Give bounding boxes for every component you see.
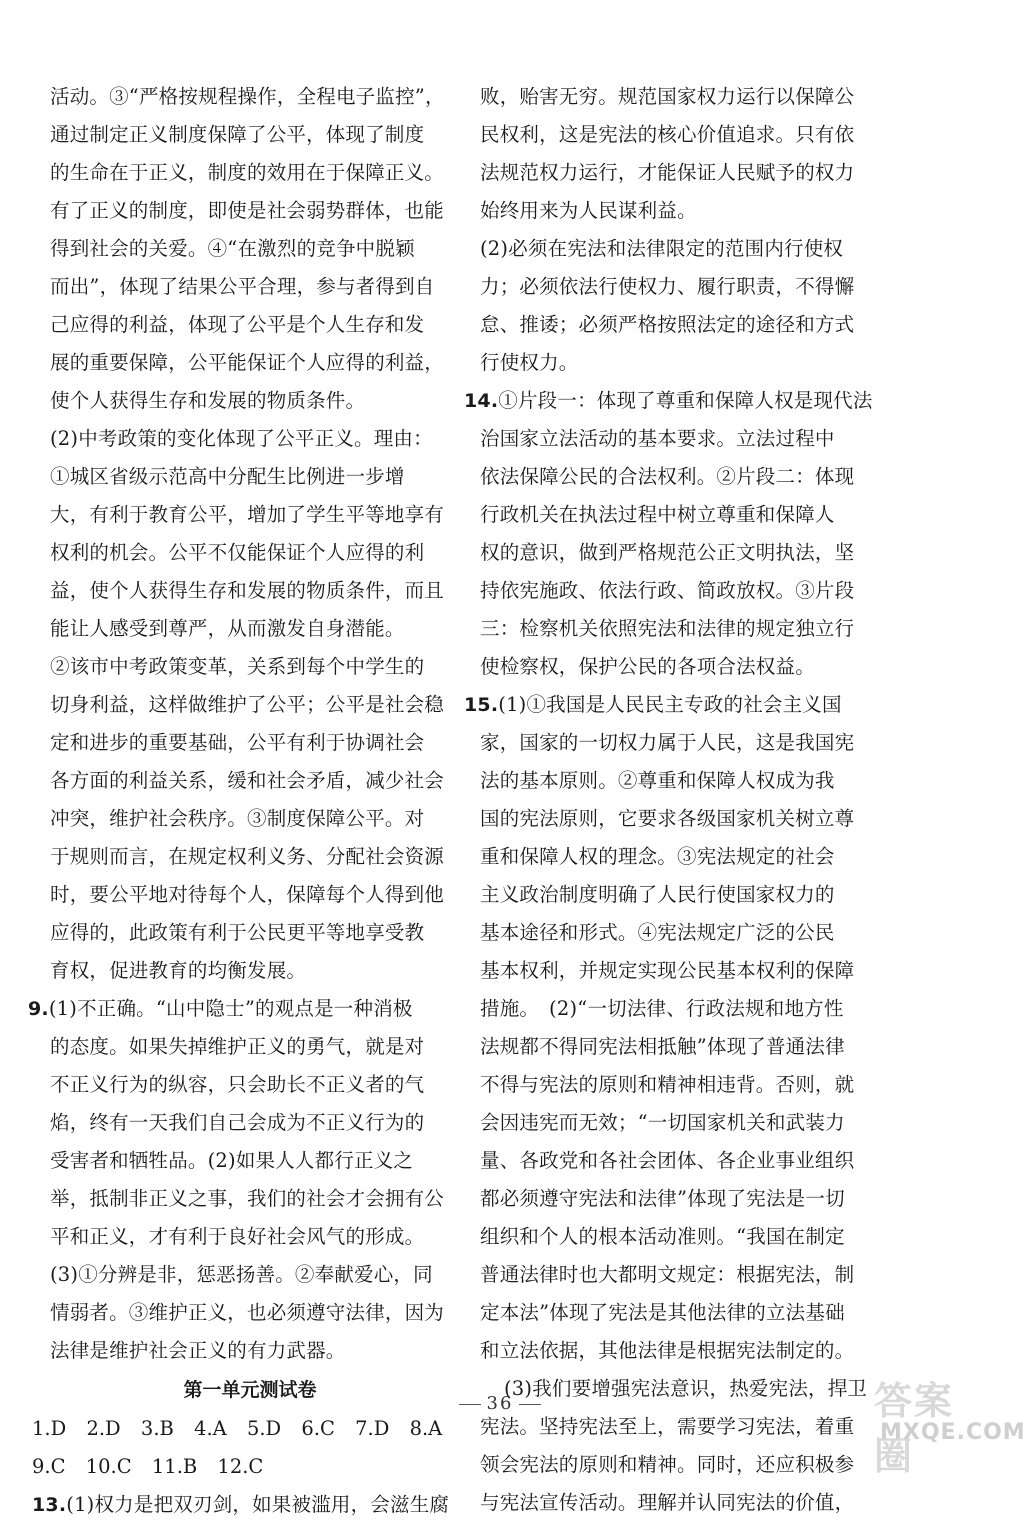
question-14 [464,382,880,686]
text-line: 的态度。如果失掉维护正义的勇气，就是对 [50,1035,425,1058]
text-line-content: (1)①我国是人民民主专政的社会主义国 [498,693,842,716]
answer-item: 8.A [409,1417,443,1440]
text-line: 民权利，这是宪法的核心价值追求。只有依 [480,123,855,146]
unit-test-heading: 第一单元测试卷 [183,1379,317,1401]
text-line: 活动。③“严格按规程操作，全程电子监控”， [50,85,445,108]
text-line: 不得与宪法的原则和精神相违背。否则，就 [480,1073,855,1096]
text-line: 育权，促进教育的均衡发展。 [50,959,307,982]
text-line: 有了正义的制度，即使是社会弱势群体，也能 [50,199,445,222]
text-line: 通过制定正义制度保障了公平，体现了制度 [50,123,425,146]
text-line: 和立法依据，其他法律是根据宪法制定的。 [480,1339,855,1362]
answer-item: 10.C [85,1455,132,1478]
text-line: 行政机关在执法过程中树立尊重和保障人 [480,503,835,526]
q8-continued [50,78,450,990]
text-line: 权利的机会。公平不仅能保证个人应得的利 [50,541,425,564]
text-line: 不正义行为的纵容，只会助长不正义者的气 [50,1073,425,1096]
text-line: 情弱者。③维护正义，也必须遵守法律，因为 [50,1301,445,1324]
text-line [28,990,450,1028]
text-line: 时，要公平地对待每个人，保障每个人得到他 [50,883,445,906]
answer-item: 6.C [301,1417,335,1440]
text-line: 得到社会的关爱。④“在激烈的竞争中脱颖 [50,237,415,260]
page-footer [430,1393,570,1414]
text-line: 基本途径和形式。④宪法规定广泛的公民 [480,921,835,944]
text-line: (2)必须在宪法和法律限定的范围内行使权 [480,237,844,260]
text-line: (3)①分辨是非，惩恶扬善。②奉献爱心，同 [50,1263,433,1286]
text-line: 平和正义，才有利于良好社会风气的形成。 [50,1225,425,1248]
watermark [868,1370,1026,1478]
text-line [464,382,880,420]
answer-item: 3.B [140,1417,174,1440]
text-line-content: (1)不正确。“山中隐士”的观点是一种消极 [48,997,413,1020]
text-line: 都必须遵守宪法和法律”体现了宪法是一切 [480,1187,845,1210]
question-number: 14. [464,390,499,412]
text-line: 会因违宪而无效；“一切国家机关和武装力 [480,1111,845,1134]
watermark-logo: 答案圈 [874,1379,955,1478]
text-line: 使检察权，保护公民的各项合法权益。 [480,655,815,678]
answer-item: 9.C [32,1455,66,1478]
text-line: (3)我们要增强宪法意识，热爱宪法，捍卫 [504,1377,868,1400]
text-line: 依法保障公民的合法权利。②片段二：体现 [480,465,855,488]
question-9 [28,990,450,1370]
text-line: 怠、推诿；必须严格按照法定的途径和方式 [480,313,855,336]
question-number: 9. [28,998,49,1020]
text-line: 持依宪施政、依法行政、简政放权。③片段 [480,579,855,602]
text-line: 展的重要保障，公平能保证个人应得的利益， [50,351,445,374]
text-line: 而出”，体现了结果公平合理，参与者得到自 [50,275,435,298]
answer-row [32,1448,450,1486]
text-line: 国的宪法原则，它要求各级国家机关树立尊 [480,807,855,830]
text-line: 益，使个人获得生存和发展的物质条件，而且 [50,579,445,602]
answer-item: 5.D [246,1417,282,1440]
page-number: 36 [486,1393,514,1414]
text-line: 应得的，此政策有利于公民更平等地享受教 [50,921,425,944]
text-line: 组织和个人的根本活动准则。“我国在制定 [480,1225,845,1248]
text-line [32,1486,450,1524]
text-line: 法的基本原则。②尊重和保障人权成为我 [480,769,835,792]
text-line: 切身利益，这样做维护了公平；公平是社会稳 [50,693,445,716]
text-line: ②该市中考政策变革，关系到每个中学生的 [50,655,425,678]
text-line: 与宪法宣传活动。理解并认同宪法的价值， [480,1491,855,1514]
footer-dash [459,1404,481,1405]
answer-item: 4.A [194,1417,227,1440]
answer-item: 2.D [86,1417,121,1440]
text-line: 定本法”体现了宪法是其他法律的立法基础 [480,1301,845,1324]
text-line: 基本权利，并规定实现公民基本权利的保障 [480,959,855,982]
text-line: 于规则而言，在规定权利义务、分配社会资源 [50,845,445,868]
answer-item: 12.C [217,1455,264,1478]
question-number: 15. [464,694,499,716]
text-line: 治国家立法活动的基本要求。立法过程中 [480,427,835,450]
q13-continued [480,78,880,382]
text-line: 措施。 (2)“一切法律、行政法规和地方性 [480,997,844,1020]
text-line: 法规范权力运行，才能保证人民赋予的权力 [480,161,855,184]
text-line: 重和保障人权的理念。③宪法规定的社会 [480,845,835,868]
text-line: (2)中考政策的变化体现了公平正义。理由： [50,427,433,450]
answer-item: 1.D [32,1417,67,1440]
text-line: 焰，终有一天我们自己会成为不正义行为的 [50,1111,425,1134]
text-line: 家，国家的一切权力属于人民，这是我国宪 [480,731,855,754]
text-line: 行使权力。 [480,351,579,374]
text-line: 力；必须依法行使权力、履行职责，不得懈 [480,275,855,298]
text-line: ①城区省级示范高中分配生比例进一步增 [50,465,405,488]
text-line: 己应得的利益，体现了公平是个人生存和发 [50,313,425,336]
text-line: 举，抵制非正义之事，我们的社会才会拥有公 [50,1187,445,1210]
text-line: 领会宪法的原则和精神。同时，还应积极参 [480,1453,855,1476]
text-line: 冲突，维护社会秩序。③制度保障公平。对 [50,807,425,830]
text-line: 使个人获得生存和发展的物质条件。 [50,389,366,412]
text-line: 量、各政党和各社会团体、各企业事业组织 [480,1149,855,1172]
text-line: 法律是维护社会正义的有力武器。 [50,1339,346,1362]
text-line: 法规都不得同宪法相抵触”体现了普通法律 [480,1035,845,1058]
text-line: 宪法。坚持宪法至上，需要学习宪法，着重 [480,1415,855,1438]
watermark-site-text: MXQE.COM [880,1420,1026,1445]
text-line: 大，有利于教育公平，增加了学生平等地享有 [50,503,445,526]
text-line-content: (1)权力是把双刃剑，如果被滥用，会滋生腐 [66,1493,450,1516]
text-line: 普通法律时也大都明文规定：根据宪法，制 [480,1263,855,1286]
left-column [28,78,450,1524]
answer-row [32,1410,450,1448]
text-line: 主义政治制度明确了人民行使国家权力的 [480,883,835,906]
text-line: 能让人感受到尊严，从而激发自身潜能。 [50,617,405,640]
text-line [464,686,880,724]
text-line-content: ①片段一：体现了尊重和保障人权是现代法 [498,389,873,412]
text-line: 始终用来为人民谋利益。 [480,199,697,222]
text-line: 三：检察机关依照宪法和法律的规定独立行 [480,617,855,640]
footer-dash [519,1404,541,1405]
text-line: 受害者和牺牲品。(2)如果人人都行正义之 [50,1149,414,1172]
text-line: 定和进步的重要基础，公平有利于协调社会 [50,731,425,754]
answer-item: 11.B [151,1455,198,1478]
answer-item: 7.D [355,1417,390,1440]
right-column [464,78,880,1522]
text-line: 权的意识，做到严格规范公正文明执法，坚 [480,541,855,564]
question-number: 13. [32,1494,67,1516]
text-line: 的生命在于正义，制度的效用在于保障正义。 [50,161,445,184]
text-line: 各方面的利益关系，缓和社会矛盾，减少社会 [50,769,445,792]
text-line: 败，贻害无穷。规范国家权力运行以保障公 [480,85,855,108]
